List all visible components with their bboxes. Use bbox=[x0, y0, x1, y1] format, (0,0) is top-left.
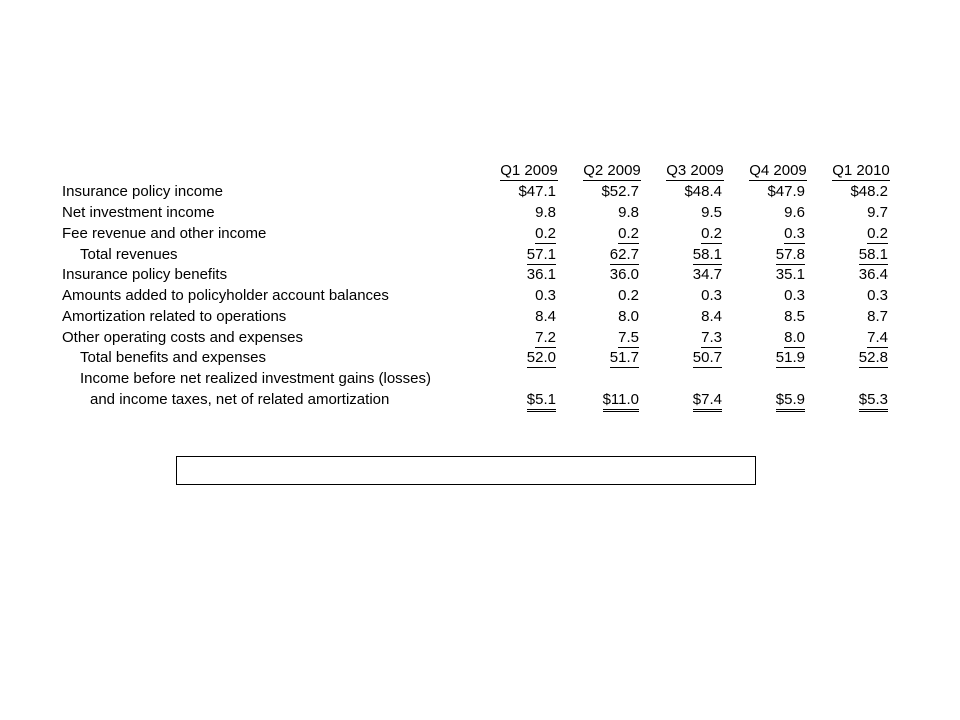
table-cell: $7.4 bbox=[693, 391, 722, 408]
row-label-income-before: Income before net realized investment gains (losses) bbox=[80, 370, 432, 387]
row-label: Other operating costs and expenses bbox=[62, 329, 303, 346]
table-cell: $47.9 bbox=[767, 183, 805, 200]
table-cell: 8.0 bbox=[618, 308, 639, 325]
table-cell: 36.0 bbox=[609, 266, 639, 283]
table-cell: 51.7 bbox=[609, 349, 639, 366]
row-label-total-benefits: Total benefits and expenses bbox=[80, 349, 266, 366]
table-cell: 7.5 bbox=[618, 329, 639, 346]
row-label: Fee revenue and other income bbox=[62, 225, 267, 242]
table-cell: 0.2 bbox=[701, 225, 722, 242]
table-cell: 9.8 bbox=[535, 204, 556, 221]
table-cell: $48.4 bbox=[684, 183, 722, 200]
table-cell: 7.2 bbox=[535, 329, 556, 346]
table-cell: 9.5 bbox=[701, 204, 722, 221]
table-cell: 0.2 bbox=[618, 225, 639, 242]
row-label: Net investment income bbox=[62, 204, 215, 221]
table-cell: 52.8 bbox=[858, 349, 888, 366]
table-cell: 8.7 bbox=[867, 308, 888, 325]
table-cell: 36.4 bbox=[858, 266, 888, 283]
row-label: Amounts added to policyholder account balances bbox=[62, 287, 389, 304]
table-cell: $11.0 bbox=[603, 391, 639, 408]
row-label: Amortization related to operations bbox=[62, 308, 287, 325]
table-cell: 58.1 bbox=[692, 246, 722, 263]
table-cell: 52.0 bbox=[526, 349, 556, 366]
column-header-q1-2009: Q1 2009 bbox=[500, 162, 558, 179]
column-header-q1-2010: Q1 2010 bbox=[832, 162, 890, 179]
table-cell: 0.2 bbox=[618, 287, 639, 304]
column-header-q3-2009: Q3 2009 bbox=[666, 162, 724, 179]
table-cell: 8.0 bbox=[784, 329, 805, 346]
table-cell: 0.3 bbox=[784, 225, 805, 242]
row-label-total-revenues: Total revenues bbox=[80, 246, 178, 263]
table-cell: $48.2 bbox=[850, 183, 888, 200]
row-label: Insurance policy income bbox=[62, 183, 223, 200]
table-cell: 34.7 bbox=[692, 266, 722, 283]
table-cell: $5.3 bbox=[859, 391, 888, 408]
table-cell: 9.7 bbox=[867, 204, 888, 221]
table-cell: 57.8 bbox=[775, 246, 805, 263]
table-cell: 7.3 bbox=[701, 329, 722, 346]
table-cell: 8.4 bbox=[701, 308, 722, 325]
table-cell: $52.7 bbox=[601, 183, 639, 200]
table-cell: 35.1 bbox=[775, 266, 805, 283]
column-header-q4-2009: Q4 2009 bbox=[749, 162, 807, 179]
empty-text-box bbox=[176, 456, 756, 485]
table-cell: $47.1 bbox=[518, 183, 556, 200]
table-cell: $5.1 bbox=[527, 391, 556, 408]
table-cell: $5.9 bbox=[776, 391, 805, 408]
table-cell: 8.5 bbox=[784, 308, 805, 325]
table-cell: 58.1 bbox=[858, 246, 888, 263]
row-label: Insurance policy benefits bbox=[62, 266, 228, 283]
table-cell: 9.6 bbox=[784, 204, 805, 221]
table-cell: 0.3 bbox=[535, 287, 556, 304]
table-cell: 0.2 bbox=[535, 225, 556, 242]
table-cell: 7.4 bbox=[867, 329, 888, 346]
table-cell: 57.1 bbox=[526, 246, 556, 263]
table-cell: 0.3 bbox=[784, 287, 805, 304]
column-header-q2-2009: Q2 2009 bbox=[583, 162, 641, 179]
table-cell: 50.7 bbox=[692, 349, 722, 366]
table-cell: 0.3 bbox=[701, 287, 722, 304]
table-cell: 62.7 bbox=[609, 246, 639, 263]
table-cell: 0.3 bbox=[867, 287, 888, 304]
table-cell: 8.4 bbox=[535, 308, 556, 325]
table-cell: 9.8 bbox=[618, 204, 639, 221]
table-cell: 51.9 bbox=[775, 349, 805, 366]
table-cell: 36.1 bbox=[526, 266, 556, 283]
row-label-income-after: and income taxes, net of related amortization bbox=[90, 391, 390, 408]
table-cell: 0.2 bbox=[867, 225, 888, 242]
